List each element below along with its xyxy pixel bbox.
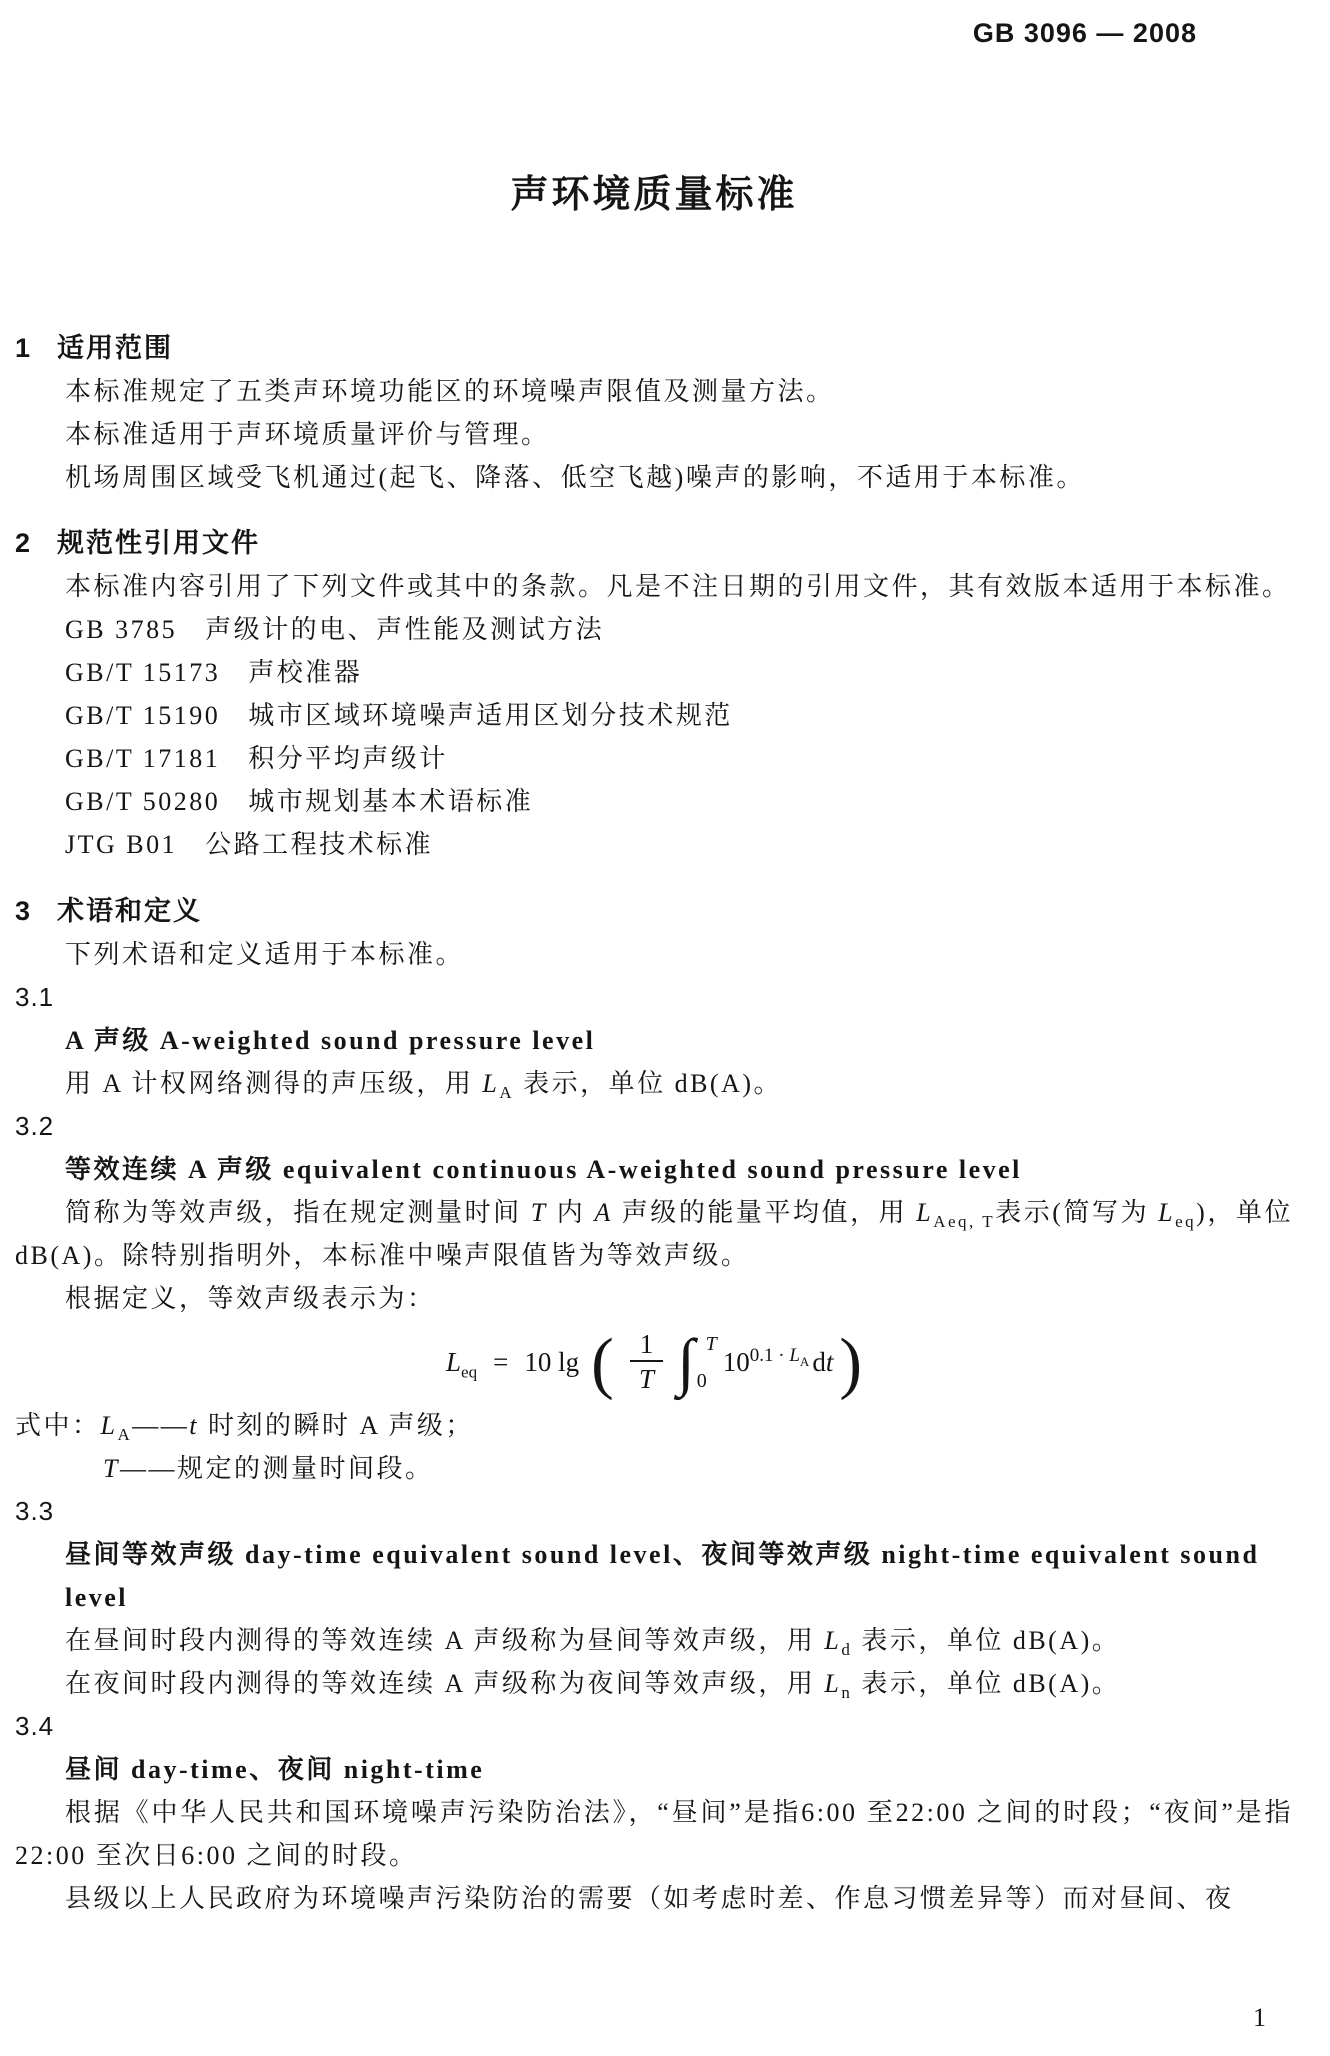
reference-title: 声级计的电、声性能及测试方法 (205, 615, 605, 644)
definition-paragraph: 根据定义，等效声级表示为： (65, 1284, 436, 1313)
reference-title: 积分平均声级计 (248, 744, 448, 773)
reference-code: GB/T 15190 (65, 701, 221, 730)
reference-title: 城市规划基本术语标准 (248, 787, 534, 816)
integral-lower-limit: 0 (696, 1370, 707, 1392)
reference-item (15, 608, 1293, 651)
definition-paragraph: 简称为等效声级，指在规定测量时间 T 内 A 声级的能量平均值，用 $L_{Aeq, T}$表示(简写为 $L_{eq}$)，单位 dB(A)。除特别指明外，本标准中噪声限值皆为等效声级。 (15, 1198, 1293, 1270)
page-number: 1 (1253, 2003, 1266, 2032)
reference-code: GB/T 17181 (65, 744, 221, 773)
document-title: 声环境质量标准 (510, 174, 798, 216)
where-clause-line: T——规定的测量时间段。 (103, 1454, 434, 1483)
definition-paragraph: 在昼间时段内测得的等效连续 A 声级称为昼间等效声级，用 $L_d$ 表示，单位 dB(A)。 (65, 1626, 1121, 1660)
equation-lhs: $L_{eq}$ (446, 1346, 478, 1381)
reference-item (15, 651, 1293, 694)
definition-paragraph: 县级以上人民政府为环境噪声污染防治的需要（如考虑时差、作息习惯差异等）而对昼间、夜 (65, 1884, 1234, 1913)
integral-upper-limit: T (705, 1333, 717, 1355)
definition-paragraph: 在夜间时段内测得的等效连续 A 声级称为夜间等效声级，用 $L_n$ 表示，单位 dB(A)。 (65, 1669, 1121, 1703)
subsection-number: 3.3 (15, 1496, 55, 1526)
differential-term: dt (812, 1346, 834, 1377)
equation: $L_{eq}$ = 10 lg ( $\frac{1}{T}$ ∫ T 0 $10^{0.1 \cdot L_A}$ dt ) (446, 1323, 862, 1401)
subsection-number: 3.1 (15, 982, 55, 1012)
fraction-numerator: 1 (630, 1331, 664, 1362)
section-number: 2 (15, 528, 33, 558)
fraction-denominator: T (638, 1364, 654, 1394)
paragraph: 本标准规定了五类声环境功能区的环境噪声限值及测量方法。 (65, 377, 835, 406)
reference-code: GB/T 15173 (65, 658, 221, 687)
subsection-number: 3.4 (15, 1711, 55, 1741)
definition-paragraph: 根据《中华人民共和国环境噪声污染防治法》，“昼间”是指6:00 至22:00 之间的时段；“夜间”是指22:00 至次日6:00 之间的时段。 (15, 1798, 1293, 1870)
fraction (630, 1331, 664, 1393)
section-number: 1 (15, 333, 33, 363)
section-title: 术语和定义 (57, 896, 202, 926)
definition-paragraph: 用 A 计权网络测得的声压级，用 $L_A$ 表示，单位 dB(A)。 (65, 1069, 783, 1103)
reference-item (15, 823, 1293, 866)
reference-code: GB 3785 (65, 615, 178, 644)
reference-code: GB/T 50280 (65, 787, 221, 816)
reference-code: JTG B01 (65, 830, 178, 859)
integral (677, 1323, 715, 1401)
subsection-number: 3.2 (15, 1111, 55, 1141)
reference-title: 声校准器 (248, 658, 363, 687)
term-heading: 昼间 day-time、夜间 night-time (65, 1754, 485, 1784)
integral-sign: ∫ (677, 1326, 695, 1397)
paragraph: 下列术语和定义适用于本标准。 (65, 940, 465, 969)
paragraph: 本标准内容引用了下列文件或其中的条款。凡是不注日期的引用文件，其有效版本适用于本标准。 (65, 572, 1291, 601)
reference-item (15, 780, 1293, 823)
reference-item (15, 694, 1293, 737)
term-heading: A 声级 A-weighted sound pressure level (65, 1025, 596, 1055)
paragraph: 机场周围区域受飞机通过(起飞、降落、低空飞越)噪声的影响，不适用于本标准。 (65, 463, 1085, 492)
log-prefix: 10 lg (524, 1346, 580, 1377)
paragraph: 本标准适用于声环境质量评价与管理。 (65, 420, 550, 449)
section-2-heading (15, 522, 1293, 565)
reference-title: 公路工程技术标准 (205, 830, 434, 859)
where-clause-line: 式中：$L_A——t$ 时刻的瞬时 A 声级； (15, 1411, 474, 1445)
term-heading: 等效连续 A 声级 equivalent continuous A-weighted sound pressure level (65, 1154, 1022, 1184)
reference-title: 城市区域环境噪声适用区划分技术规范 (248, 701, 733, 730)
equation-row (15, 1320, 1293, 1404)
standard-code: GB 3096 — 2008 (972, 18, 1197, 48)
section-title: 规范性引用文件 (57, 528, 260, 558)
section-1-heading (15, 327, 1293, 370)
reference-item (15, 737, 1293, 780)
term-heading: 昼间等效声级 day-time equivalent sound level、夜间等效声级 night-time equivalent sound level (65, 1539, 1260, 1612)
power-term: $10^{0.1 \cdot L_A}$ (722, 1344, 810, 1377)
section-3-heading (15, 890, 1293, 933)
section-number: 3 (15, 896, 33, 926)
section-title: 适用范围 (57, 333, 173, 363)
document-body (15, 327, 1293, 1920)
equals-sign: = (493, 1346, 509, 1377)
